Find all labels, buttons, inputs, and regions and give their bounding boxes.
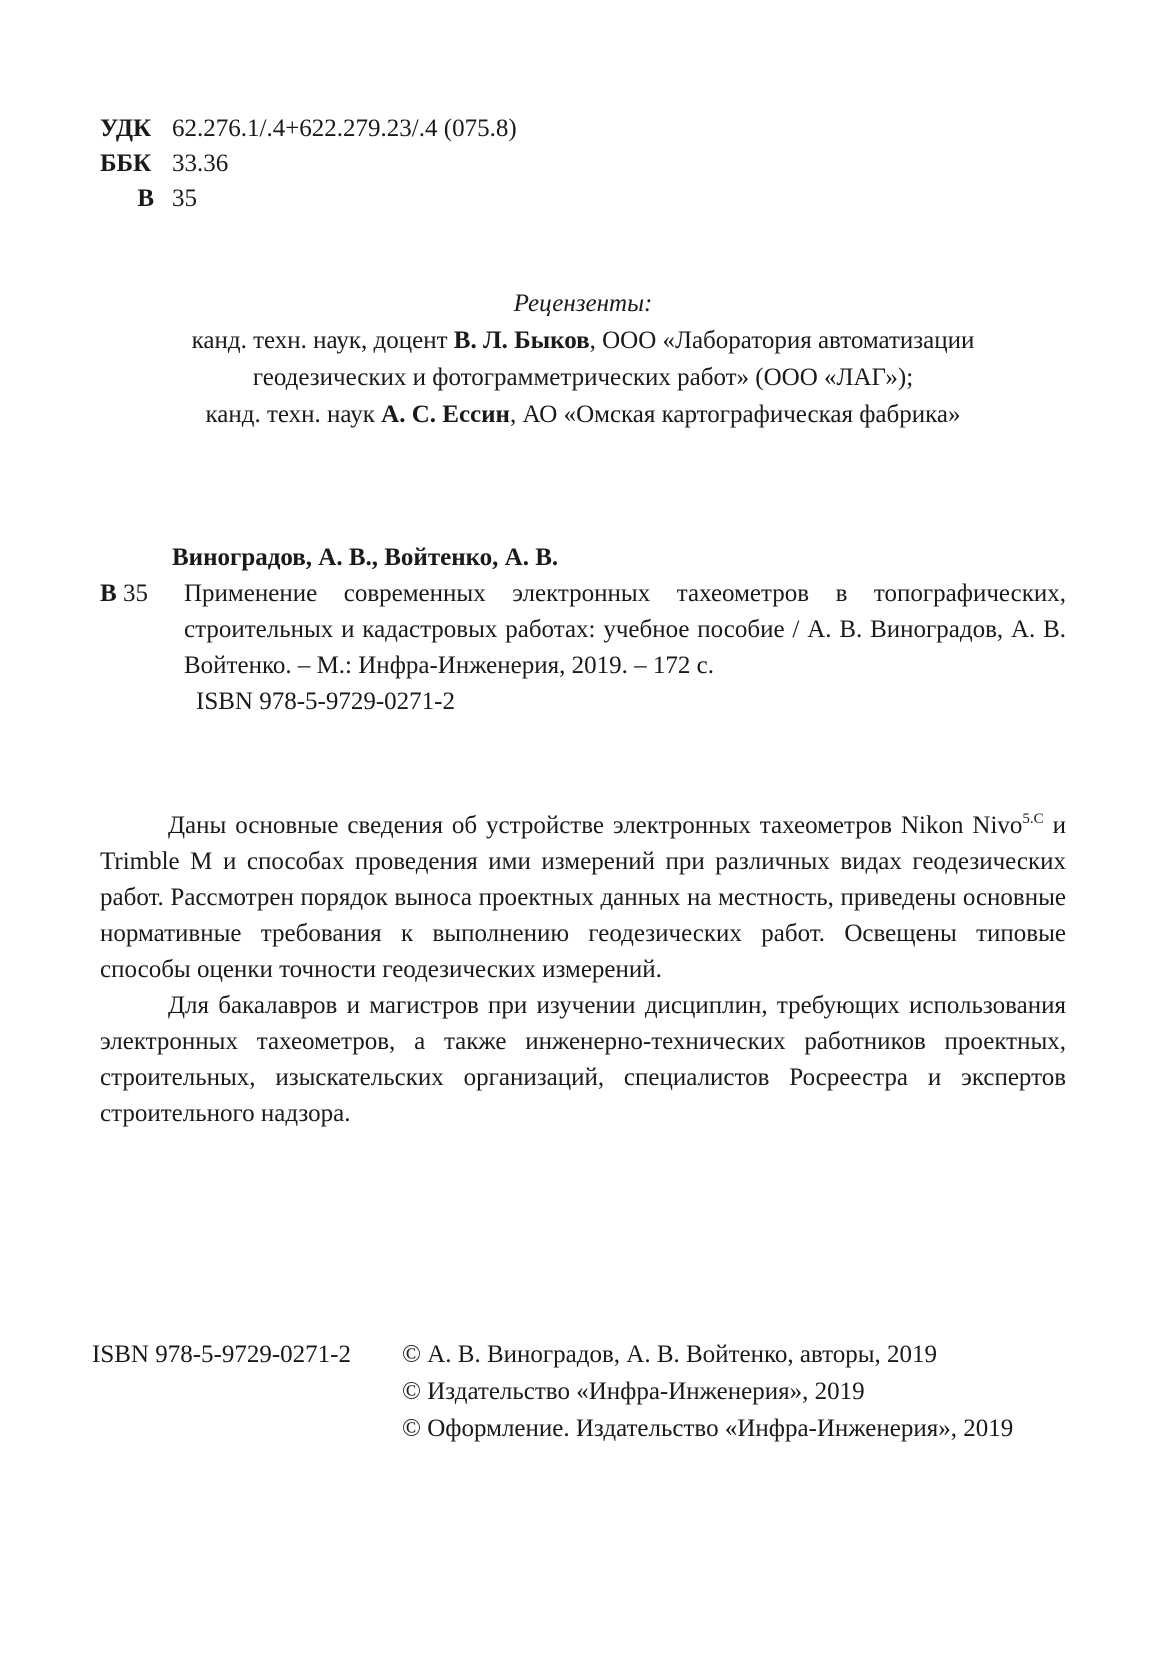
author-mark-label: В <box>137 185 154 212</box>
udk-label: УДК <box>100 115 152 142</box>
catalog-card <box>100 540 1066 720</box>
abstract-paragraph-2: Для бакалавров и магистров при изучении дисциплин, требующих использования электронных тахеометров, а также инженерно-технических работников проектных, строительных, изыскательских организаций, специалистов Росреестра и экспертов строительного надзора. <box>100 992 1066 1127</box>
reviewer-1-org-cont: геодезических и фотограмметрических работ» (ООО «ЛАГ»); <box>252 364 914 391</box>
copyright-publisher: © Издательство «Инфра-Инженерия», 2019 <box>402 1378 865 1405</box>
footer-copyrights <box>402 1336 1013 1447</box>
copyright-authors: © А. В. Виноградов, А. В. Войтенко, авторы, 2019 <box>402 1341 938 1368</box>
reviewers-title: Рецензенты: <box>513 290 653 317</box>
abstract <box>100 808 1066 1132</box>
reviewer-1-org: , ООО «Лаборатория автоматизации <box>589 327 975 354</box>
author-mark-row <box>100 182 197 216</box>
author-mark-value: 35 <box>172 185 197 212</box>
footer-isbn: ISBN 978-5-9729-0271-2 <box>92 1341 352 1368</box>
abstract-p1-start: Даны основные сведения об устройстве электронных тахеометров Nikon Nivo <box>168 812 1023 839</box>
udk-value: 62.276.1/.4+622.279.23/.4 (075.8) <box>172 115 517 142</box>
reviewer-2-name: А. С. Ессин <box>381 401 510 428</box>
card-entry <box>100 576 1066 684</box>
reviewer-2-degree: канд. техн. наук <box>205 401 382 428</box>
card-code-letter: В <box>100 580 117 607</box>
reviewer-1-name: В. Л. Быков <box>453 327 590 354</box>
abstract-p1-end: и Trimble M и способах проведения ими измерений при различных видах геодезических работ. Рассмотрен порядок выноса проектных данных на местность, приведены основные нормативные требования к выполнению геодезических работ. Освещены типовые способы оценки точности геодезических измерений. <box>100 812 1066 983</box>
reviewer-1 <box>100 322 1066 359</box>
bbk-value: 33.36 <box>172 150 229 177</box>
reviewer-1-degree: канд. техн. наук, доцент <box>191 327 454 354</box>
reviewer-2 <box>100 396 1066 433</box>
card-code <box>100 576 184 684</box>
card-authors: Виноградов, А. В., Войтенко, А. В. <box>172 544 559 571</box>
abstract-paragraph-1 <box>100 808 1066 988</box>
udk-row <box>100 112 517 146</box>
card-code-number: 35 <box>116 580 148 607</box>
reviewer-2-org: , АО «Омская картографическая фабрика» <box>509 401 961 428</box>
bbk-label: ББК <box>100 150 152 177</box>
card-isbn: ISBN 978-5-9729-0271-2 <box>196 688 456 715</box>
copyright-design: © Оформление. Издательство «Инфра-Инженерия», 2019 <box>402 1415 1014 1442</box>
abstract-p1-sup: 5.C <box>1022 811 1044 827</box>
bbk-row <box>100 147 228 181</box>
card-description: Применение современных электронных тахеометров в топографических, строительных и кадастровых работах: учебное пособие / А. В. Виноградов, А. В. Войтенко. – М.: Инфра-Инженерия, 2019. – 172 с. <box>184 580 1066 679</box>
reviewers-block <box>100 285 1066 433</box>
